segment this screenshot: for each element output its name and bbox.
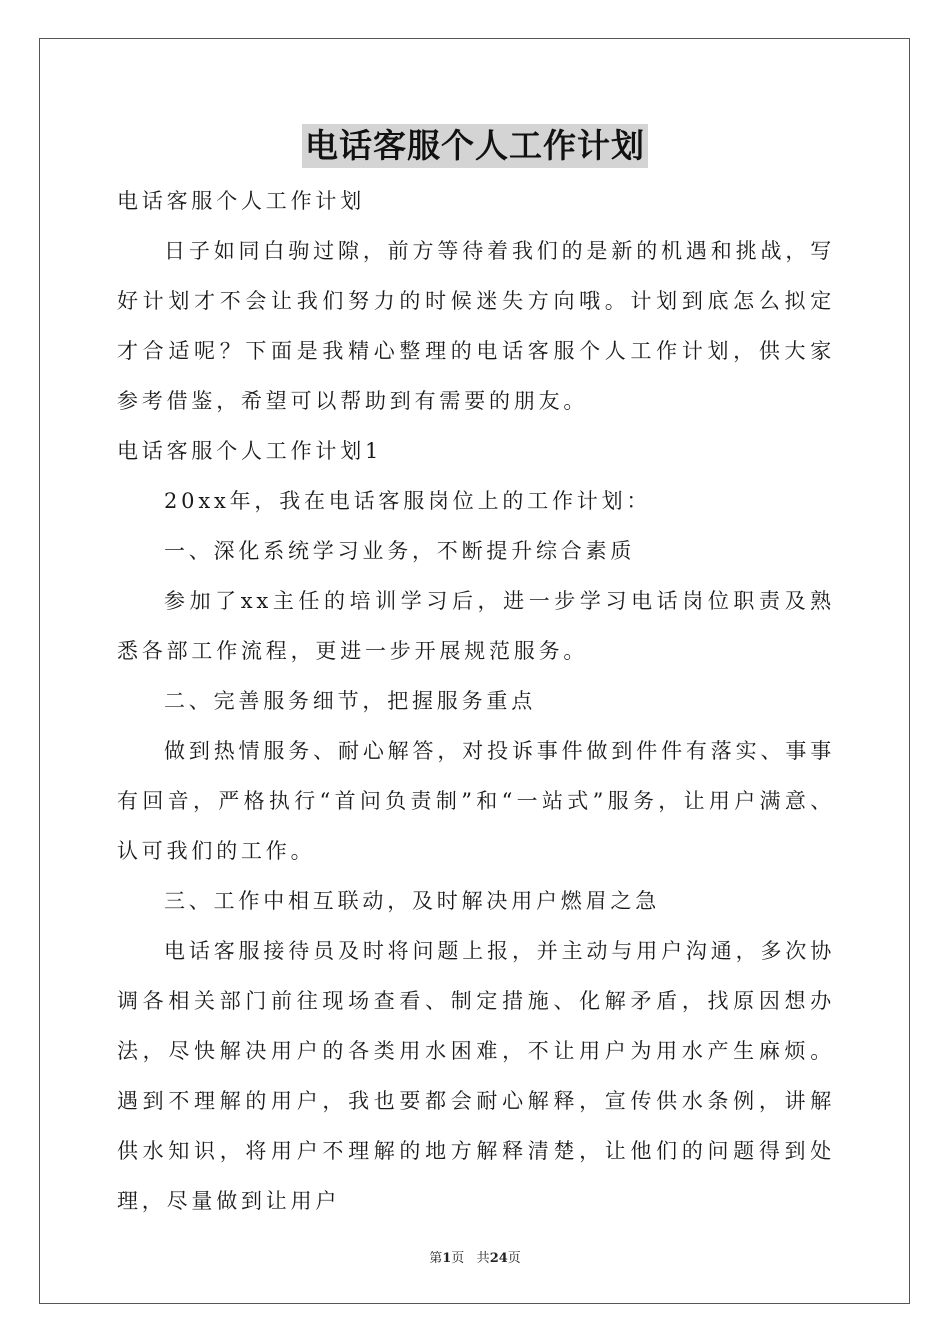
page-footer (0, 1247, 950, 1266)
total-prefix: 共 (476, 1251, 490, 1266)
page-suffix: 页 (451, 1251, 465, 1266)
item-heading-2: 二、完善服务细节，把握服务重点 (164, 689, 536, 713)
item-paragraph-1: 参加了xx主任的培训学习后，进一步学习电话岗位职责及熟悉各部工作流程，更进一步开展规范服务。 (117, 589, 835, 663)
section-heading-1: 电话客服个人工作计划1 (117, 439, 383, 463)
plan-intro-paragraph: 20xx年，我在电话客服岗位上的工作计划： (164, 489, 652, 513)
total-pages: 24 (489, 1251, 508, 1266)
page-number: 1 (442, 1251, 452, 1266)
item-heading-3: 三、工作中相互联动，及时解决用户燃眉之急 (164, 889, 660, 913)
subtitle-paragraph: 电话客服个人工作计划 (117, 189, 365, 213)
item-paragraph-2: 做到热情服务、耐心解答，对投诉事件做到件件有落实、事事有回音，严格执行“首问负责制”和“一站式”服务，让用户满意、认可我们的工作。 (117, 739, 835, 863)
document-title: 电话客服个人工作计划 (302, 124, 648, 168)
intro-paragraph: 日子如同白驹过隙，前方等待着我们的是新的机遇和挑战，写好计划才不会让我们努力的时候迷失方向哦。计划到底怎么拟定才合适呢？下面是我精心整理的电话客服个人工作计划，供大家参考借鉴，希望可以帮助到有需要的朋友。 (117, 239, 835, 413)
document-body (117, 176, 835, 1226)
item-heading-1: 一、深化系统学习业务，不断提升综合素质 (164, 539, 636, 563)
title-container (0, 124, 950, 168)
item-paragraph-3: 电话客服接待员及时将问题上报，并主动与用户沟通，多次协调各相关部门前往现场查看、制定措施、化解矛盾，找原因想办法，尽快解决用户的各类用水困难，不让用户为用水产生麻烦。遇到不理解的用户，我也要都会耐心解释，宣传供水条例，讲解供水知识，将用户不理解的地方解释清楚，让他们的问题得到处理，尽量做到让用户 (117, 939, 835, 1213)
page-prefix: 第 (429, 1251, 443, 1266)
total-suffix: 页 (507, 1251, 521, 1266)
